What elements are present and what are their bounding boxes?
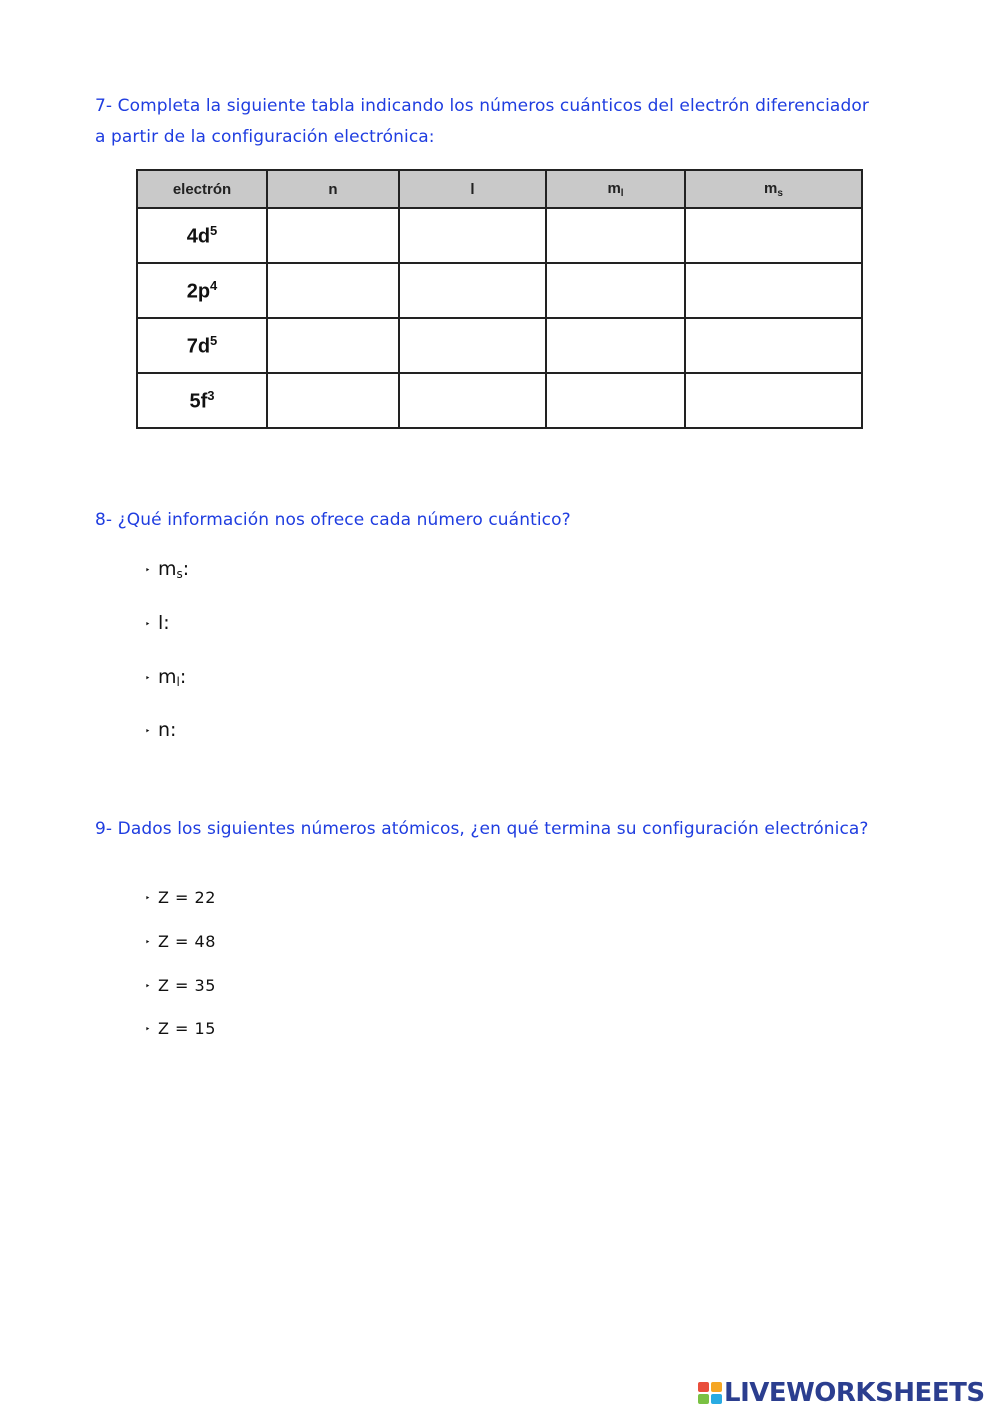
question-9-text: 9- Dados los siguientes números atómicos, ¿en qué termina su configuración electrónica? <box>95 819 869 839</box>
answer-cell-n[interactable] <box>267 373 399 428</box>
answer-cell-n[interactable] <box>267 208 399 263</box>
answer-cell-n[interactable] <box>267 263 399 318</box>
q9-item: ‣ Z = 22 <box>145 888 216 907</box>
q8-item-ml: ‣ ml: <box>145 666 187 689</box>
q9-item: ‣ Z = 48 <box>145 932 216 951</box>
bullet-icon: ‣ <box>145 1025 151 1035</box>
question-8-text: 8- ¿Qué información nos ofrece cada número cuántico? <box>95 510 571 530</box>
liveworksheets-logo-icon <box>698 1382 722 1404</box>
bullet-icon: ‣ <box>145 894 151 904</box>
answer-cell-ml[interactable] <box>546 208 685 263</box>
table-row <box>137 373 862 428</box>
answer-cell-ms[interactable] <box>685 318 862 373</box>
electron-config-cell: $7d^5$ <box>137 318 267 373</box>
header-n: n <box>267 170 399 208</box>
header-electron: electrón <box>137 170 267 208</box>
q8-item-ms: ‣ ms: <box>145 558 190 581</box>
bullet-icon: ‣ <box>145 620 151 630</box>
bullet-icon: ‣ <box>145 982 151 992</box>
q9-item: ‣ Z = 15 <box>145 1019 216 1038</box>
bullet-icon: ‣ <box>145 727 151 737</box>
electron-config-cell: $4d^5$ <box>137 208 267 263</box>
electron-config-cell: $2p^4$ <box>137 263 267 318</box>
answer-cell-ml[interactable] <box>546 318 685 373</box>
bullet-icon: ‣ <box>145 938 151 948</box>
bullet-icon: ‣ <box>145 566 151 576</box>
header-ms: $m_s$ <box>685 170 862 208</box>
answer-cell-ml[interactable] <box>546 373 685 428</box>
answer-cell-ml[interactable] <box>546 263 685 318</box>
question-7-text: 7- Completa la siguiente tabla indicando los números cuánticos del electrón diferenciador a partir de la configuración electrónica: <box>95 96 869 147</box>
answer-cell-n[interactable] <box>267 318 399 373</box>
liveworksheets-logo <box>698 1379 985 1407</box>
answer-cell-l[interactable] <box>399 263 546 318</box>
answer-cell-l[interactable] <box>399 373 546 428</box>
answer-cell-ms[interactable] <box>685 208 862 263</box>
answer-cell-ms[interactable] <box>685 373 862 428</box>
header-ml: $m_l$ <box>546 170 685 208</box>
bullet-icon: ‣ <box>145 674 151 684</box>
electron-config-cell: $5f^3$ <box>137 373 267 428</box>
answer-cell-l[interactable] <box>399 318 546 373</box>
logo-text: LIVEWORKSHEETS <box>724 1378 985 1408</box>
table-row <box>137 208 862 263</box>
table-row <box>137 318 862 373</box>
quantum-numbers-table <box>136 169 863 429</box>
q8-item-l: ‣ l: <box>145 612 170 634</box>
q8-item-n: ‣ n: <box>145 719 177 741</box>
answer-cell-l[interactable] <box>399 208 546 263</box>
table-header-row <box>137 170 862 208</box>
table-row <box>137 263 862 318</box>
header-l: l <box>399 170 546 208</box>
q9-item: ‣ Z = 35 <box>145 976 216 995</box>
answer-cell-ms[interactable] <box>685 263 862 318</box>
